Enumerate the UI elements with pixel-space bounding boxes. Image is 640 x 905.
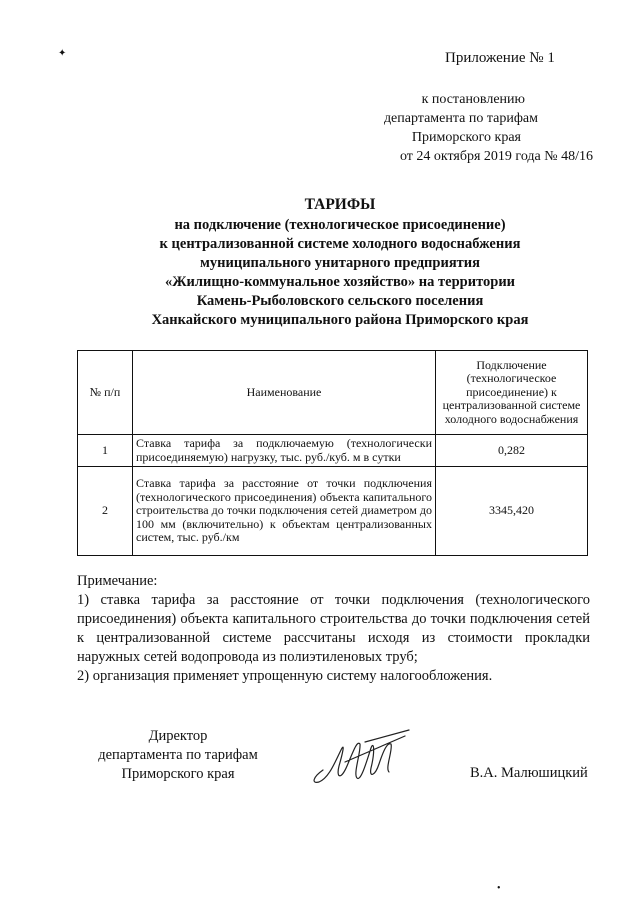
row-number: 2 [78, 467, 133, 556]
title-line: Ханкайского муниципального района Приморского края [151, 312, 529, 328]
decree-line: от 24 октября 2019 года № 48/16 [399, 149, 593, 164]
decree-reference [343, 90, 593, 166]
table-row [78, 467, 588, 556]
title-main: ТАРИФЫ [304, 196, 376, 213]
decree-line: к постановлению [421, 92, 525, 107]
note-item: 1) ставка тарифа за расстояние от точки подключения (технологического присоединения) объекта капитального строительства до точки подключения сетей к централизованной системе рассчитаны исходя из стоимости прокладки наружных сетей водопровода из полиэтиленовых труб; [77, 592, 590, 665]
document-title [70, 195, 610, 330]
decree-line: Приморского края [411, 130, 521, 145]
appendix-label: Приложение № 1 [445, 50, 555, 66]
margin-mark: • [497, 883, 501, 894]
title-line: Камень-Рыболовского сельского поселения [196, 293, 484, 309]
title-line: муниципального унитарного предприятия [200, 255, 480, 271]
tariffs-table [77, 350, 588, 556]
position-line: Приморского края [121, 766, 235, 782]
header-name: Наименование [133, 351, 436, 435]
notes-section [77, 572, 590, 686]
margin-mark: ✦ [58, 48, 67, 59]
position-line: департамента по тарифам [98, 747, 258, 763]
decree-line: департамента по тарифам [383, 111, 538, 126]
header-number: № п/п [78, 351, 133, 435]
title-line: «Жилищно-коммунальное хозяйство» на территории [164, 274, 516, 290]
note-item: 2) организация применяет упрощенную систему налогообложения. [77, 668, 493, 684]
row-value: 3345,420 [436, 467, 588, 556]
signer-name: В.А. Малюшицкий [470, 765, 588, 781]
table-row [78, 435, 588, 467]
position-line: Директор [148, 728, 208, 744]
signer-position [88, 727, 268, 784]
title-line: к централизованной системе холодного водоснабжения [159, 236, 521, 252]
row-name: Ставка тарифа за расстояние от точки подключения (технологического присоединения) объекта капитального строительства до точки подключения сетей диаметром до 100 мм (включительно) к объектам централизованных систем, тыс. руб./км [133, 467, 436, 556]
header-value: Подключение (технологическое присоединение) к централизованной системе холодного водоснабжения [436, 351, 588, 435]
title-line: на подключение (технологическое присоединение) [174, 217, 506, 233]
table-header-row [78, 351, 588, 435]
row-name: Ставка тарифа за подключаемую (технологически присоединяемую) нагрузку, тыс. руб./куб. м в сутки [133, 435, 436, 467]
row-value: 0,282 [436, 435, 588, 467]
handwritten-signature [305, 722, 415, 792]
notes-title: Примечание: [77, 573, 158, 589]
row-number: 1 [78, 435, 133, 467]
